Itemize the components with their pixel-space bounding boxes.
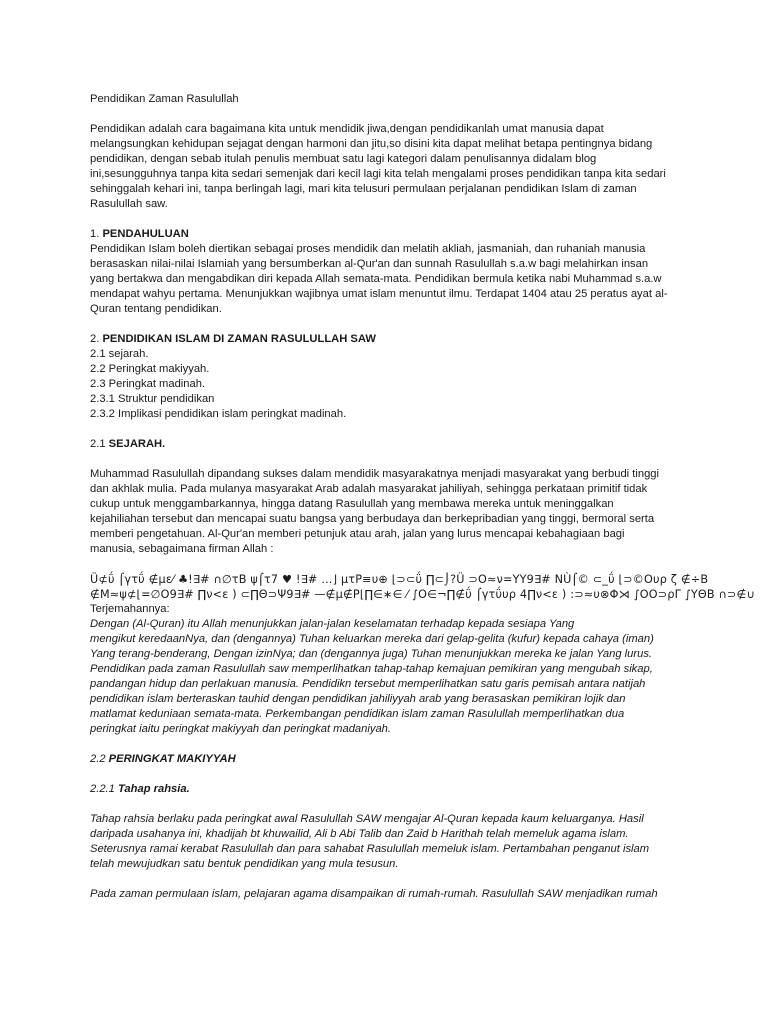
sejarah-paragraph [90,467,688,557]
permulaan-islam-paragraph [90,887,688,902]
paragraph-line: telah mewujudkan satu bentuk pendidikan yang mula tesusun. [90,858,399,870]
intro-line: ini,sesungguhnya tanpa kita sedari semenjak dari kecil lagi kita telah mengalami proses pendidikan tanpa kita sedari [90,168,666,180]
paragraph-line: Muhammad Rasulullah dipandang sukses dalam mendidik masyarakatnya menjadi masyarakat yang berbudi tinggi [90,468,660,480]
garbled-arabic-verse [90,572,755,602]
paragraph-line: kejahiliahan tersebut dan mencapai suatu bangsa yang berbudaya dan berkepribadian yang tinggi, bermoral serta [90,513,655,525]
translation-line: matlamat keduniaan semata-mata. Perkembangan pendidikan islam zaman Rasulullah memperlihatkan dua [90,708,625,720]
translation-paragraph [90,617,688,737]
paragraph-line: memberi pengetahuan. Al-Qur'an memberi petunjuk atau arah, jalan yang lurus mencapai kebahagiaan bagi [90,528,625,540]
translation-line: Pendidikan pada zaman Rasulullah saw memperlihatkan tahap-tahap kemajuan pemikiran yang mengubah sikap, [90,663,653,675]
intro-line: pendidikan, dengan sebab itulah penulis membuat satu lagi kategori dalam penulisannya didalam blog [90,153,597,165]
paragraph-line: mendapat wahyu pertama. Menunjukkan wajibnya umat islam menuntut ilmu. Terdapat 1404 atau 25 peratus ayat al- [90,288,668,300]
arabic-line: ∉Μ≈ψ⊄⌊=∅Ο9∃# ∏ν<ε ) ⊂∏Θ⊃Ψ9∃# —∉µ∉Ρ⌊∏∈∗∈ ⁄ ∫Ο∈¬∏∉ΰ ⌠γτΰυρ 4∏ν<ε ) :⊃≈υ⊗Φ⋊ ∫ΟΟ⊃ρΓ ∫ΥΘΒ ∩⊃∉∪ [90,588,755,601]
translation-line: mengikut keredaanNya, dan (dengannya) Tuhan keluarkan mereka dari gelap-gelita (kufur) kepada cahaya (iman) [90,633,654,645]
arabic-line: Ü⊄ΰ ⌠γτΰ ∉µε⁄ ♣!∃# ∩∅τΒ ψ⌠τ7 ♥ !∃# …⌋ µτΡ≡υ⊕ ⌊⊃⊂ΰ ∏⊂⌡?Ü ⊃Ο≈ν=ΥΥ9∃# ΝÙ⌠© ⊂_ΰ ⌊⊃©Ουρ ζ ∉÷Β [90,573,709,586]
list-item: 2.1 sejarah. [90,348,149,360]
intro-line: melangsungkan kehidupan sejagat dengan harmoni dan jitu,so disini kita dapat melihat betapa pentingnya bidang [90,138,653,150]
section-heading-tahap-rahsia: 2.2.1 Tahap rahsia. [90,783,190,795]
paragraph-line: Tahap rahsia berlaku pada peringkat awal Rasulullah SAW mengajar Al-Quran kepada kaum keluarganya. Hasil [90,813,644,825]
intro-paragraph [90,122,688,212]
intro-line: Rasulullah saw. [90,198,168,210]
list-item: 2.2 Peringkat makiyyah. [90,363,210,375]
list-item: 2.3.2 Implikasi pendidikan islam peringkat madinah. [90,408,347,420]
paragraph-line: berasaskan nilai-nilai Islamiah yang bersumberkan al-Qur'an dan sunnah Rasulullah s.a.w bagi melahirkan insan [90,258,649,270]
list-item: 2.3.1 Struktur pendidikan [90,393,215,405]
paragraph-line: manusia, sebagaimana firman Allah : [90,543,274,555]
pendahuluan-paragraph [90,242,688,317]
intro-line: Pendidikan adalah cara bagaimana kita untuk mendidik jiwa,dengan pendidikanlah umat manusia dapat [90,123,604,135]
list-item: 2.3 Peringkat madinah. [90,378,206,390]
paragraph-line: cukup untuk menggambarkannya, hingga datang Rasulullah yang membawa mereka untuk meninggalkan [90,498,614,510]
section-heading-makiyyah: 2.2 PERINGKAT MAKIYYAH [90,753,236,765]
paragraph-line: yang bertakwa dan mengabdikan diri kepada Allah semata-mata. Pendidikan bermula ketika nabi Muhammad s.a.w [90,273,662,285]
paragraph-line: Pada zaman permulaan islam, pelajaran agama disampaikan di rumah-rumah. Rasulullah SAW menjadikan rumah [90,888,658,900]
paragraph-line: Pendidikan Islam boleh diertikan sebagai proses mendidik dan melatih akliah, jasmaniah, dan ruhaniah manusia [90,243,646,255]
translation-line: peringkat iaitu peringkat makiyyah dan peringkat madaniyah. [90,723,391,735]
paragraph-line: Seterusnya ramai kerabat Rasulullah dan para sahabat Rasulullah memeluk islam. Pertambahan penganut islam [90,843,650,855]
paragraph-line: dan akhlak mulia. Pada mulanya masyarakat Arab adalah masyarakat jahiliyah, sehingga perkataan primitif tidak [90,483,648,495]
translation-line: Dengan (Al-Quran) itu Allah menunjukkan jalan-jalan keselamatan terhadap kepada sesiapa Yang [90,618,575,630]
translation-line: pendidikan islam berteraskan tauhid dengan pendidikan jahiliyyah arab yang berasaskan pemikiran lojik dan [90,693,626,705]
paragraph-line: Quran tentang pendidikan. [90,303,222,315]
tahap-rahsia-paragraph [90,812,688,872]
contents-list [90,347,688,422]
section-heading-sejarah: 2.1 SEJARAH. [90,438,166,450]
document-title: Pendidikan Zaman Rasulullah [90,93,239,105]
intro-line: sehinggalah kehari ini, tanpa berlingah lagi, mari kita telusuri permulaan perjalanan pendidikan Islam di zaman [90,183,637,195]
translation-line: Yang terang-benderang, Dengan izinNya; dan (dengannya juga) Tuhan menunjukkan mereka ke jalan Yang lurus. [90,648,653,660]
paragraph-line: daripada usahanya ini, khadijah bt khuwailid, Ali b Abi Talib dan Zaid b Harithah telah memeluk agama islam. [90,828,629,840]
section-heading-pendahuluan: 1. PENDAHULUAN [90,228,189,240]
translation-label: Terjemahannya: [90,603,170,615]
translation-line: pandangan hidup dan perlakuan manusia. Pendidikn tersebut memperlihatkan satu garis pemisah antara natijah [90,678,646,690]
section-heading-pendidikan-islam: 2. PENDIDIKAN ISLAM DI ZAMAN RASULULLAH SAW [90,333,376,345]
